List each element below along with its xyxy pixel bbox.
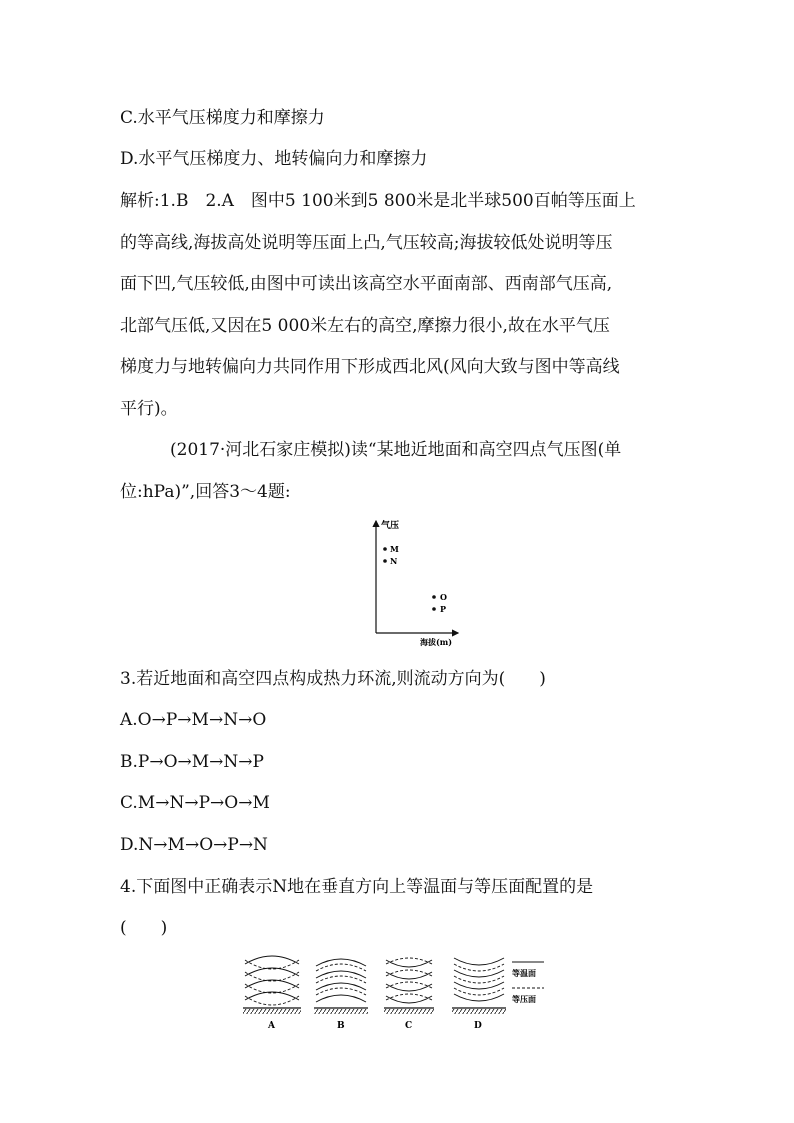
figure-legend bbox=[512, 962, 544, 1004]
point-o-label: O bbox=[440, 592, 447, 602]
intro-line-2: 位:hPa)”,回答3～4题: bbox=[120, 482, 291, 502]
isotherm-isobar-figure bbox=[240, 952, 560, 1034]
question-4-answer-paren: ( ) bbox=[120, 918, 168, 938]
panel-b-label: B bbox=[337, 1021, 345, 1031]
point-n-label: N bbox=[390, 556, 398, 566]
point-o bbox=[432, 595, 436, 599]
point-n bbox=[383, 559, 387, 563]
point-p-label: P bbox=[440, 604, 447, 614]
panel-c-diagram bbox=[384, 958, 434, 1031]
question-3-option-a: A.O→P→M→N→O bbox=[120, 710, 267, 730]
question-4-stem: 4.下面图中正确表示N地在垂直方向上等温面与等压面配置的是 bbox=[120, 877, 594, 897]
analysis-line-4: 北部气压低,又因在5 000米左右的高空,摩擦力很小,故在水平气压 bbox=[120, 316, 610, 336]
point-p bbox=[432, 607, 436, 611]
analysis-line-3: 面下凹,气压较低,由图中可读出该高空水平面南部、西南部气压高, bbox=[120, 274, 613, 294]
y-axis-label: 气压 bbox=[381, 521, 400, 531]
panel-b-diagram bbox=[314, 959, 368, 1031]
panel-a-label: A bbox=[268, 1021, 275, 1031]
option-d-prev: D.水平气压梯度力、地转偏向力和摩擦力 bbox=[120, 149, 428, 169]
panel-d-label: D bbox=[474, 1021, 482, 1031]
question-3-option-b: B.P→O→M→N→P bbox=[120, 752, 264, 772]
panel-c-label: C bbox=[405, 1021, 413, 1031]
question-3-stem: 3.若近地面和高空四点构成热力环流,则流动方向为( ) bbox=[120, 669, 546, 689]
panel-d-diagram bbox=[452, 958, 506, 1031]
intro-line-1: (2017·河北石家庄模拟)读“某地近地面和高空四点气压图(单 bbox=[170, 440, 622, 460]
question-3-option-d: D.N→M→O→P→N bbox=[120, 835, 268, 855]
point-m-label: M bbox=[390, 544, 399, 554]
point-m bbox=[383, 547, 387, 551]
panel-a-diagram bbox=[243, 956, 301, 1031]
legend-dashed-label: 等压面 bbox=[512, 994, 536, 1004]
pressure-altitude-figure bbox=[360, 515, 470, 650]
analysis-line-2: 的等高线,海拔高处说明等压面上凸,气压较高;海拔较低处说明等压 bbox=[120, 233, 613, 253]
option-c-prev: C.水平气压梯度力和摩擦力 bbox=[120, 108, 325, 128]
analysis-line-5: 梯度力与地转偏向力共同作用下形成西北风(风向大致与图中等高线 bbox=[120, 357, 620, 377]
legend-solid-label: 等温面 bbox=[512, 968, 536, 978]
analysis-line-6: 平行)。 bbox=[120, 399, 178, 419]
analysis-line-1: 解析:1.B 2.A 图中5 100米到5 800米是北半球500百帕等压面上 bbox=[120, 191, 636, 211]
x-axis-label: 海拔(m) bbox=[420, 637, 453, 647]
question-3-option-c: C.M→N→P→O→M bbox=[120, 793, 270, 813]
